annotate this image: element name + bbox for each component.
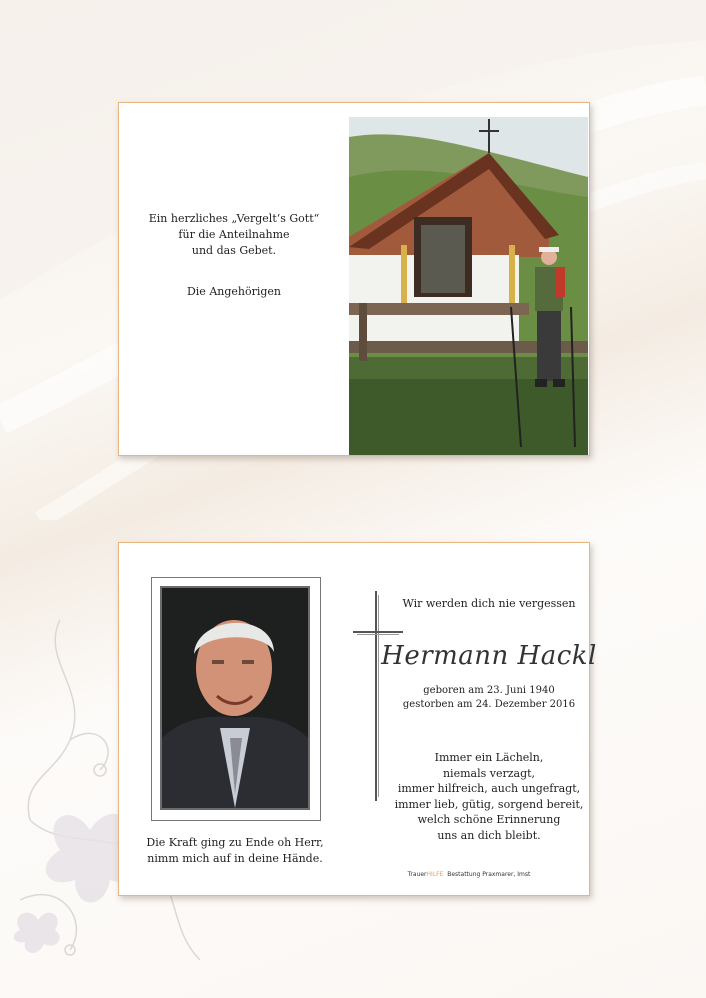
thanks-line: für die Anteilnahme <box>178 228 290 241</box>
poem-line: uns an dich bleibt. <box>437 828 541 842</box>
quote-line: Die Kraft ging zu Ende oh Herr, <box>146 836 324 849</box>
poem-line: immer lieb, gütig, sorgend bereit, <box>394 797 584 811</box>
thank-you-text <box>119 211 349 259</box>
thanks-line: Ein herzliches „Vergelt‘s Gott“ <box>148 212 320 225</box>
poem-line: Immer ein Lächeln, <box>434 751 544 764</box>
deceased-name: Hermann Hackl <box>381 641 597 671</box>
funeral-home-name: Bestattung Praxmarer, Imst <box>447 871 531 878</box>
poem-line: immer hilfreich, auch ungefragt, <box>397 782 581 795</box>
brand-logo-accent: HILFE <box>426 871 444 878</box>
chapel-photo <box>349 117 588 455</box>
death-date: gestorben am 24. Dezember 2016 <box>402 699 576 710</box>
portrait-frame <box>151 577 321 821</box>
quote-line: nimm mich auf in deine Hände. <box>147 852 323 865</box>
farewell-quote <box>119 835 351 867</box>
portrait-mat <box>160 586 310 810</box>
birth-date: geboren am 23. Juni 1940 <box>423 685 555 696</box>
poem-line: welch schöne Erinnerung <box>417 813 561 826</box>
funeral-home-footer <box>369 871 569 878</box>
memorial-poem <box>389 750 589 843</box>
portrait-photo <box>162 588 308 808</box>
life-dates <box>389 684 589 712</box>
poem-line: niemals verzagt, <box>442 766 536 780</box>
brand-logo-text: Trauer <box>407 871 427 878</box>
memorial-card <box>118 542 597 896</box>
thanks-line: und das Gebet. <box>191 244 277 257</box>
headline: Wir werden dich nie vergessen <box>402 597 576 610</box>
family-signature: Die Angehörigen <box>186 285 282 298</box>
thank-you-card <box>118 102 590 456</box>
